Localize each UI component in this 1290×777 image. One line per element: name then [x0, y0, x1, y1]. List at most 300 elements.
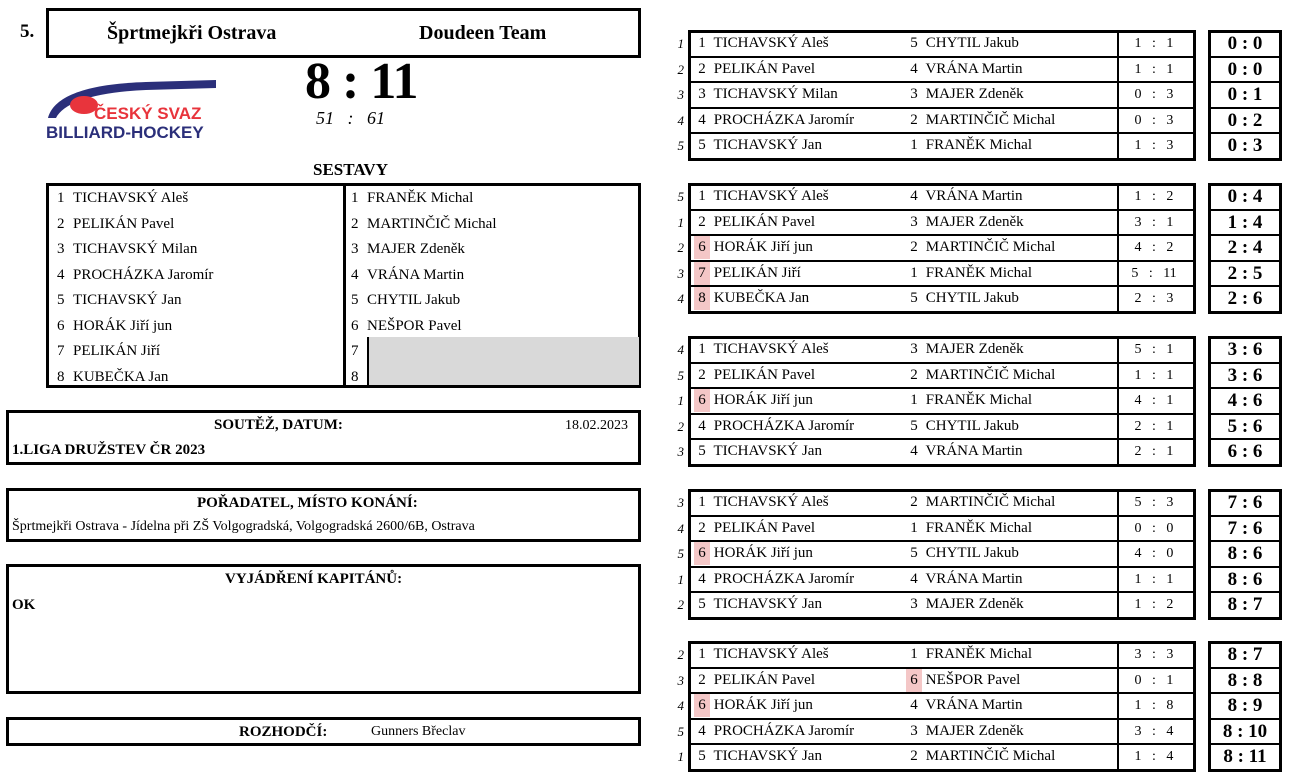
- game-row: [672, 389, 1284, 412]
- lineups-table: [46, 183, 641, 388]
- away-player-name: MAJER Zdeněk: [922, 341, 1024, 357]
- game-score: 4 : 1: [1134, 393, 1174, 408]
- game-order: 1: [677, 571, 684, 587]
- game-score: 1 : 1: [1134, 36, 1174, 51]
- home-player: [694, 109, 911, 132]
- final-score: 8 : 11: [305, 53, 418, 110]
- player-number: 5: [351, 292, 359, 308]
- away-player-number: 2: [910, 748, 918, 764]
- player-name: NEŠPOR Pavel: [367, 317, 462, 334]
- game-score: 0 : 1: [1134, 672, 1174, 688]
- game-order: 2: [677, 597, 684, 612]
- away-player-name: MARTINČIČ Michal: [922, 494, 1056, 510]
- running-total: 8 : 9: [1227, 695, 1263, 716]
- away-player-name: MARTINČIČ Michal: [922, 239, 1056, 255]
- game-row: [672, 643, 1284, 666]
- game-row: [672, 542, 1284, 565]
- home-player: [694, 694, 911, 717]
- player-name: FRANĚK Michal: [367, 190, 474, 206]
- home-player-number: 5: [698, 137, 706, 153]
- lineups-title: SESTAVY: [313, 160, 388, 179]
- home-player-name: PROCHÁZKA Jaromír: [710, 111, 855, 128]
- game-order: 1: [677, 36, 684, 51]
- home-player-number: 2: [698, 671, 706, 688]
- home-lineup-row: [57, 263, 213, 289]
- game-score: 3 : 4: [1134, 723, 1174, 739]
- organizer-value: Šprtmejkři Ostrava - Jídelna při ZŠ Volgogradská, Volgogradská 2600/6B, Ostrava: [12, 519, 475, 534]
- away-player-number: 3: [910, 86, 918, 102]
- away-player-name: VRÁNA Martin: [922, 60, 1023, 77]
- player-number: 2: [57, 215, 65, 232]
- away-player: [906, 338, 1110, 361]
- game-row: [672, 185, 1284, 208]
- round-number: 5.: [20, 21, 35, 42]
- away-player: [906, 517, 1110, 540]
- away-player-name: NEŠPOR Pavel: [922, 671, 1021, 688]
- round-block: [672, 183, 1284, 314]
- running-total: 8 : 11: [1223, 746, 1267, 767]
- home-player-name: TICHAVSKÝ Aleš: [710, 35, 829, 51]
- home-player-name: PELIKÁN Pavel: [710, 671, 815, 688]
- away-player-name: CHYTIL Jakub: [922, 545, 1019, 561]
- home-player: [694, 185, 911, 208]
- round-block: [672, 641, 1284, 772]
- player-number: 7: [57, 343, 65, 359]
- away-player-name: MAJER Zdeněk: [922, 86, 1024, 102]
- player-number: 6: [57, 317, 65, 334]
- player-name: PROCHÁZKA Jaromír: [73, 266, 214, 283]
- home-player-number: 1: [698, 188, 706, 204]
- player-number: 4: [351, 266, 359, 283]
- home-player-name: PELIKÁN Pavel: [710, 366, 815, 383]
- round-block: [672, 30, 1284, 161]
- away-player: [906, 542, 1110, 565]
- player-name: PELIKÁN Jiří: [73, 343, 161, 359]
- home-player-name: TICHAVSKÝ Aleš: [710, 646, 829, 662]
- game-order: 3: [677, 495, 684, 510]
- away-player-name: CHYTIL Jakub: [922, 290, 1019, 306]
- away-player: [906, 745, 1110, 768]
- home-player: [694, 287, 911, 310]
- player-number: 7: [351, 343, 359, 359]
- away-lineup-row: [351, 263, 464, 289]
- away-player-name: MAJER Zdeněk: [922, 213, 1024, 230]
- game-order: 3: [677, 87, 684, 102]
- running-total: 7 : 6: [1227, 517, 1263, 539]
- game-row: [672, 364, 1284, 387]
- home-player: [694, 32, 911, 55]
- away-player: [906, 669, 1110, 692]
- home-player-number: 4: [698, 722, 706, 739]
- home-player-number: 2: [698, 60, 706, 77]
- game-score: 1 : 1: [1134, 61, 1174, 77]
- home-player-name: TICHAVSKÝ Jan: [710, 137, 822, 153]
- away-player: [906, 440, 1110, 463]
- home-player-number: 1: [698, 646, 706, 662]
- game-score: 2 : 3: [1134, 291, 1174, 306]
- game-row: [672, 568, 1284, 591]
- game-row: [672, 593, 1284, 616]
- away-player-number: 5: [910, 35, 918, 51]
- game-order: 2: [677, 61, 684, 77]
- running-total: 3 : 6: [1227, 339, 1263, 360]
- away-player-number: 6: [906, 669, 922, 692]
- game-row: [672, 440, 1284, 463]
- away-player-name: FRANĚK Michal: [922, 519, 1032, 536]
- away-player: [906, 491, 1110, 514]
- away-player-number: 5: [910, 545, 918, 561]
- home-player-number: 2: [698, 213, 706, 230]
- game-score: 1 : 2: [1134, 189, 1174, 204]
- away-player-name: FRANĚK Michal: [922, 264, 1032, 281]
- home-player-name: PROCHÁZKA Jaromír: [710, 570, 855, 587]
- away-lineup-row: [351, 186, 473, 212]
- game-order: 5: [677, 367, 684, 383]
- running-total: 2 : 5: [1227, 262, 1263, 284]
- federation-logo: [46, 74, 221, 146]
- home-player-name: HORÁK Jiří jun: [710, 392, 813, 408]
- away-player-number: 1: [910, 519, 918, 536]
- away-player-number: 4: [910, 60, 918, 77]
- running-total: 0 : 3: [1227, 135, 1263, 156]
- game-score: 0 : 3: [1134, 87, 1174, 102]
- player-name: PELIKÁN Pavel: [73, 215, 175, 232]
- game-row: [672, 236, 1284, 259]
- player-name: HORÁK Jiří jun: [73, 317, 173, 334]
- home-player: [694, 58, 911, 81]
- captains-label: VYJÁDŘENÍ KAPITÁNŮ:: [225, 571, 403, 587]
- away-player: [906, 364, 1110, 387]
- game-order: 4: [677, 291, 684, 306]
- game-score: 4 : 0: [1134, 546, 1174, 561]
- player-number: 8: [351, 368, 359, 385]
- away-player: [906, 262, 1110, 285]
- lineups-divider: [343, 186, 346, 385]
- player-number: 1: [351, 190, 359, 206]
- game-score: 4 : 2: [1134, 240, 1174, 255]
- player-number: 2: [351, 215, 359, 232]
- game-score: 0 : 0: [1134, 520, 1174, 536]
- home-player-name: PELIKÁN Pavel: [710, 213, 815, 230]
- away-player: [906, 134, 1110, 157]
- home-player-number: 4: [698, 417, 706, 434]
- captains-box: [6, 564, 641, 694]
- player-number: 6: [351, 317, 359, 334]
- home-player-name: TICHAVSKÝ Jan: [710, 748, 822, 764]
- home-lineup-row: [57, 212, 174, 238]
- away-player-name: CHYTIL Jakub: [922, 417, 1019, 434]
- home-player: [694, 568, 911, 591]
- round-block: [672, 489, 1284, 620]
- home-player-number: 7: [694, 262, 710, 285]
- away-player-number: 3: [910, 596, 918, 612]
- referee-label: ROZHODČÍ:: [239, 724, 328, 740]
- home-player: [694, 262, 911, 285]
- home-player: [694, 517, 911, 540]
- away-player: [906, 109, 1110, 132]
- away-player-name: FRANĚK Michal: [922, 137, 1032, 153]
- home-player-number: 1: [698, 35, 706, 51]
- running-total: 8 : 7: [1227, 594, 1263, 615]
- home-player-name: TICHAVSKÝ Aleš: [710, 341, 829, 357]
- game-score: 5 : 11: [1131, 265, 1177, 281]
- game-order: 4: [677, 342, 684, 357]
- away-player-number: 3: [910, 213, 918, 230]
- home-team-name: Šprtmejkři Ostrava: [107, 22, 277, 44]
- game-row: [672, 720, 1284, 743]
- player-number: 4: [57, 266, 65, 283]
- running-total: 7 : 6: [1227, 492, 1263, 513]
- game-score: 2 : 1: [1134, 444, 1174, 459]
- running-total: 8 : 8: [1227, 669, 1263, 691]
- home-player: [694, 236, 911, 259]
- running-total: 0 : 1: [1227, 84, 1263, 105]
- home-player-name: PELIKÁN Pavel: [710, 60, 815, 77]
- away-player-number: 2: [910, 494, 918, 510]
- game-row: [672, 83, 1284, 106]
- away-player: [906, 211, 1110, 234]
- game-row: [672, 134, 1284, 157]
- home-lineup-row: [57, 288, 181, 314]
- game-score: 5 : 1: [1134, 342, 1174, 357]
- home-player: [694, 440, 911, 463]
- competition-box: [6, 410, 641, 465]
- game-order: 5: [677, 546, 684, 561]
- game-order: 2: [677, 418, 684, 434]
- away-player-number: 1: [910, 392, 918, 408]
- game-order: 5: [677, 723, 684, 739]
- home-player: [694, 593, 911, 616]
- game-row: [672, 58, 1284, 81]
- home-player-number: 1: [698, 494, 706, 510]
- away-lineup-row: [351, 339, 367, 365]
- home-player-number: 6: [694, 694, 710, 717]
- running-total: 8 : 6: [1227, 543, 1263, 564]
- game-order: 2: [677, 240, 684, 255]
- away-player: [906, 694, 1110, 717]
- home-player: [694, 669, 911, 692]
- home-player: [694, 720, 911, 743]
- home-player-number: 4: [698, 570, 706, 587]
- home-player-name: PELIKÁN Jiří: [710, 264, 801, 281]
- running-total: 8 : 7: [1227, 644, 1263, 665]
- away-player-number: 2: [910, 111, 918, 128]
- home-player-number: 2: [698, 366, 706, 383]
- away-player: [906, 83, 1110, 106]
- home-player: [694, 643, 911, 666]
- away-player-number: 4: [910, 570, 918, 587]
- home-player: [694, 83, 911, 106]
- home-player-name: PROCHÁZKA Jaromír: [710, 722, 855, 739]
- away-player-name: VRÁNA Martin: [922, 697, 1023, 713]
- away-lineup-row: [351, 212, 497, 238]
- game-order: 4: [677, 112, 684, 128]
- away-player-name: VRÁNA Martin: [922, 188, 1023, 204]
- running-total: 0 : 0: [1227, 33, 1263, 54]
- away-player: [906, 287, 1110, 310]
- away-player-name: FRANĚK Michal: [922, 646, 1032, 662]
- player-name: TICHAVSKÝ Jan: [73, 292, 182, 308]
- away-player: [906, 593, 1110, 616]
- home-lineup-row: [57, 339, 160, 365]
- home-player-number: 6: [694, 389, 710, 412]
- home-player-number: 2: [698, 519, 706, 536]
- running-total: 8 : 6: [1227, 568, 1263, 590]
- running-total: 5 : 6: [1227, 415, 1263, 437]
- game-row: [672, 694, 1284, 717]
- home-player: [694, 745, 911, 768]
- player-name: MARTINČIČ Michal: [367, 215, 497, 232]
- game-score: 5 : 3: [1134, 495, 1174, 510]
- game-score: 3 : 3: [1134, 647, 1174, 662]
- goal-totals: 51 : 61: [316, 108, 385, 128]
- game-row: [672, 669, 1284, 692]
- away-player-name: MAJER Zdeněk: [922, 596, 1024, 612]
- player-number: 1: [57, 190, 65, 206]
- game-row: [672, 262, 1284, 285]
- captains-value: OK: [12, 597, 36, 613]
- home-player-name: HORÁK Jiří jun: [710, 697, 813, 713]
- home-player-number: 8: [694, 287, 710, 310]
- away-player-name: MARTINČIČ Michal: [922, 111, 1056, 128]
- running-total: 1 : 4: [1227, 211, 1263, 233]
- home-player-name: TICHAVSKÝ Aleš: [710, 188, 829, 204]
- game-order: 3: [677, 444, 684, 459]
- game-order: 1: [677, 749, 684, 764]
- away-player-number: 1: [910, 264, 918, 281]
- running-total: 3 : 6: [1227, 364, 1263, 386]
- referee-box: [6, 717, 641, 746]
- away-player-name: VRÁNA Martin: [922, 443, 1023, 459]
- away-player: [906, 568, 1110, 591]
- home-player-name: KUBEČKA Jan: [710, 290, 810, 306]
- away-lineup-row: [351, 314, 462, 340]
- player-name: MAJER Zdeněk: [367, 241, 465, 257]
- game-score: 3 : 1: [1134, 214, 1174, 230]
- home-player: [694, 211, 911, 234]
- game-score: 0 : 3: [1134, 112, 1174, 128]
- home-player-number: 1: [698, 341, 706, 357]
- home-player-name: HORÁK Jiří jun: [710, 239, 813, 255]
- away-player: [906, 643, 1110, 666]
- game-row: [672, 109, 1284, 132]
- away-player-name: MARTINČIČ Michal: [922, 748, 1056, 764]
- home-player-name: TICHAVSKÝ Milan: [710, 86, 838, 102]
- competition-name: 1.LIGA DRUŽSTEV ČR 2023: [12, 442, 206, 458]
- game-order: 3: [677, 265, 684, 281]
- home-player: [694, 389, 911, 412]
- player-name: VRÁNA Martin: [367, 266, 465, 283]
- home-player: [694, 491, 911, 514]
- home-player: [694, 542, 911, 565]
- game-score: 1 : 3: [1134, 138, 1174, 153]
- player-number: 3: [351, 241, 359, 257]
- game-row: [672, 211, 1284, 234]
- away-lineup-row: [351, 288, 460, 314]
- home-player-number: 3: [698, 86, 706, 102]
- game-score: 2 : 1: [1134, 418, 1174, 434]
- teams-header: [46, 8, 641, 58]
- away-player: [906, 415, 1110, 438]
- home-player-number: 4: [698, 111, 706, 128]
- running-total: 0 : 2: [1227, 109, 1263, 131]
- home-lineup-row: [57, 237, 197, 263]
- away-player-name: MAJER Zdeněk: [922, 722, 1024, 739]
- home-player-name: TICHAVSKÝ Jan: [710, 596, 822, 612]
- away-player-number: 4: [910, 443, 918, 459]
- player-number: 3: [57, 241, 65, 257]
- game-order: 4: [677, 520, 684, 536]
- away-player-name: CHYTIL Jakub: [922, 35, 1019, 51]
- home-player: [694, 364, 911, 387]
- running-total: 2 : 6: [1227, 288, 1263, 309]
- game-score: 1 : 1: [1134, 367, 1174, 383]
- game-score: 1 : 8: [1134, 698, 1174, 713]
- game-row: [672, 491, 1284, 514]
- away-player-number: 3: [910, 341, 918, 357]
- game-order: 2: [677, 647, 684, 662]
- game-row: [672, 517, 1284, 540]
- game-row: [672, 32, 1284, 55]
- game-order: 1: [677, 393, 684, 408]
- home-player-name: TICHAVSKÝ Aleš: [710, 494, 829, 510]
- home-player: [694, 338, 911, 361]
- player-name: KUBEČKA Jan: [73, 368, 169, 385]
- lineups-num-divider: [367, 337, 369, 385]
- logo-line2: BILLIARD-HOCKEY: [46, 123, 204, 142]
- round-block: [672, 336, 1284, 467]
- game-row: [672, 338, 1284, 361]
- away-player-number: 1: [910, 646, 918, 662]
- away-player: [906, 58, 1110, 81]
- competition-date: 18.02.2023: [565, 418, 628, 433]
- away-player-number: 2: [910, 366, 918, 383]
- running-total: 0 : 0: [1227, 58, 1263, 80]
- away-player-number: 1: [910, 137, 918, 153]
- home-lineup-row: [57, 365, 168, 391]
- away-player: [906, 185, 1110, 208]
- away-player: [906, 236, 1110, 259]
- home-lineup-row: [57, 186, 188, 212]
- lineups-empty-shade: [369, 337, 639, 385]
- game-row: [672, 415, 1284, 438]
- game-order: 5: [677, 138, 684, 153]
- away-team-name: Doudeen Team: [419, 22, 547, 44]
- running-total: 6 : 6: [1227, 441, 1263, 462]
- home-lineup-row: [57, 314, 172, 340]
- away-player-number: 5: [910, 290, 918, 306]
- away-lineup-row: [351, 365, 367, 391]
- logo-line1: ČESKÝ SVAZ: [94, 104, 202, 123]
- away-player: [906, 389, 1110, 412]
- away-lineup-row: [351, 237, 465, 263]
- home-player-name: PROCHÁZKA Jaromír: [710, 417, 855, 434]
- away-player-number: 4: [910, 188, 918, 204]
- game-row: [672, 287, 1284, 310]
- home-player: [694, 415, 911, 438]
- running-total: 0 : 4: [1227, 186, 1263, 207]
- game-order: 1: [677, 214, 684, 230]
- running-total: 4 : 6: [1227, 390, 1263, 411]
- home-player-number: 6: [694, 542, 710, 565]
- away-player-number: 4: [910, 697, 918, 713]
- away-player-number: 3: [910, 722, 918, 739]
- competition-label: SOUTĚŽ, DATUM:: [214, 417, 343, 433]
- away-player-number: 5: [910, 417, 918, 434]
- game-order: 3: [677, 672, 684, 688]
- game-score: 1 : 1: [1134, 571, 1174, 587]
- player-name: TICHAVSKÝ Milan: [73, 241, 198, 257]
